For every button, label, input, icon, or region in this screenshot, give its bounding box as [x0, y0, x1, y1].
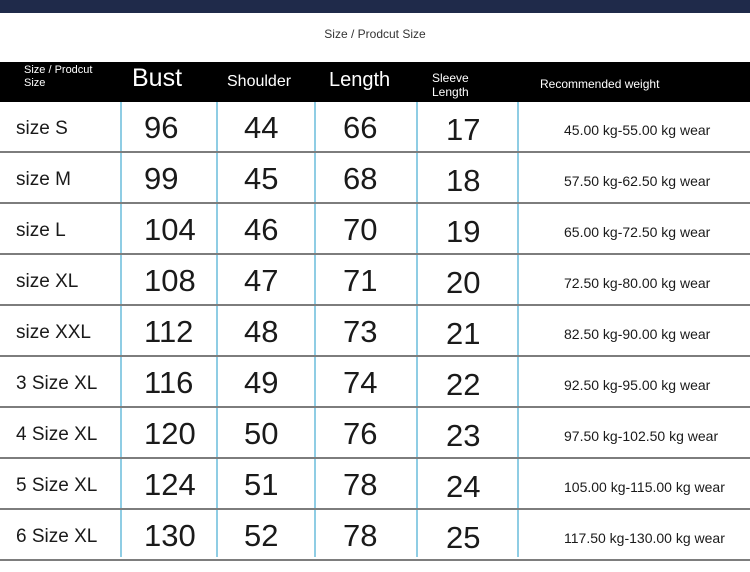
cell-weight: 45.00 kg-55.00 kg wear	[564, 122, 711, 138]
cell-bust: 130	[144, 518, 196, 553]
table-row	[0, 306, 750, 357]
cell-sleeve: 24	[446, 469, 481, 504]
cell-shoulder: 47	[244, 263, 279, 298]
cell-size: size M	[16, 169, 71, 190]
cell-bust: 99	[144, 161, 179, 196]
table-row	[0, 102, 750, 153]
cell-shoulder: 48	[244, 314, 279, 349]
cell-size: size XL	[16, 271, 79, 292]
table-row	[0, 255, 750, 306]
cell-shoulder: 46	[244, 212, 279, 247]
table-row	[0, 153, 750, 204]
header-shoulder: Shoulder	[227, 73, 292, 90]
header-length: Length	[329, 69, 391, 91]
cell-weight: 82.50 kg-90.00 kg wear	[564, 326, 711, 342]
cell-weight: 117.50 kg-130.00 kg wear	[564, 530, 725, 546]
cell-shoulder: 52	[244, 518, 279, 553]
cell-weight: 92.50 kg-95.00 kg wear	[564, 377, 711, 393]
cell-sleeve: 19	[446, 214, 481, 249]
cell-sleeve: 20	[446, 265, 481, 300]
cell-size: size XXL	[16, 322, 91, 343]
cell-size: 5 Size XL	[16, 475, 98, 496]
cell-shoulder: 49	[244, 365, 279, 400]
cell-size: size S	[16, 118, 68, 139]
cell-bust: 120	[144, 416, 196, 451]
cell-size: 4 Size XL	[16, 424, 98, 445]
cell-size: 6 Size XL	[16, 526, 98, 547]
header-sleeve-length: Sleeve Length	[432, 71, 469, 99]
cell-bust: 112	[144, 314, 194, 349]
cell-shoulder: 45	[244, 161, 279, 196]
cell-weight: 57.50 kg-62.50 kg wear	[564, 173, 711, 189]
cell-sleeve: 25	[446, 520, 481, 555]
cell-size: 3 Size XL	[16, 373, 98, 394]
cell-length: 73	[343, 314, 378, 349]
cell-bust: 96	[144, 110, 179, 145]
cell-sleeve: 22	[446, 367, 481, 402]
table-subtitle: Size / Prodcut Size	[324, 27, 426, 41]
cell-sleeve: 17	[446, 112, 481, 147]
table-row	[0, 459, 750, 510]
cell-bust: 104	[144, 212, 196, 247]
cell-shoulder: 51	[244, 467, 279, 502]
cell-sleeve: 18	[446, 163, 481, 198]
cell-weight: 97.50 kg-102.50 kg wear	[564, 428, 719, 444]
header-size: Size / Prodcut Size	[24, 64, 93, 89]
cell-sleeve: 23	[446, 418, 481, 453]
cell-sleeve: 21	[446, 316, 481, 351]
header-bust: Bust	[132, 64, 183, 92]
cell-length: 71	[343, 263, 378, 298]
table-row	[0, 510, 750, 561]
cell-bust: 124	[144, 467, 196, 502]
table-row	[0, 357, 750, 408]
cell-weight: 105.00 kg-115.00 kg wear	[564, 479, 725, 495]
cell-length: 74	[343, 365, 378, 400]
table-row	[0, 204, 750, 255]
top-banner-strip	[0, 0, 750, 13]
cell-length: 68	[343, 161, 378, 196]
cell-shoulder: 44	[244, 110, 279, 145]
cell-size: size L	[16, 220, 66, 241]
cell-length: 76	[343, 416, 378, 451]
cell-length: 78	[343, 518, 378, 553]
cell-length: 78	[343, 467, 378, 502]
table-row	[0, 408, 750, 459]
cell-length: 66	[343, 110, 378, 145]
cell-shoulder: 50	[244, 416, 279, 451]
header-recommended-weight: Recommended weight	[540, 77, 660, 91]
cell-length: 70	[343, 212, 378, 247]
cell-weight: 72.50 kg-80.00 kg wear	[564, 275, 711, 291]
cell-weight: 65.00 kg-72.50 kg wear	[564, 224, 711, 240]
cell-bust: 116	[144, 365, 194, 400]
cell-bust: 108	[144, 263, 196, 298]
